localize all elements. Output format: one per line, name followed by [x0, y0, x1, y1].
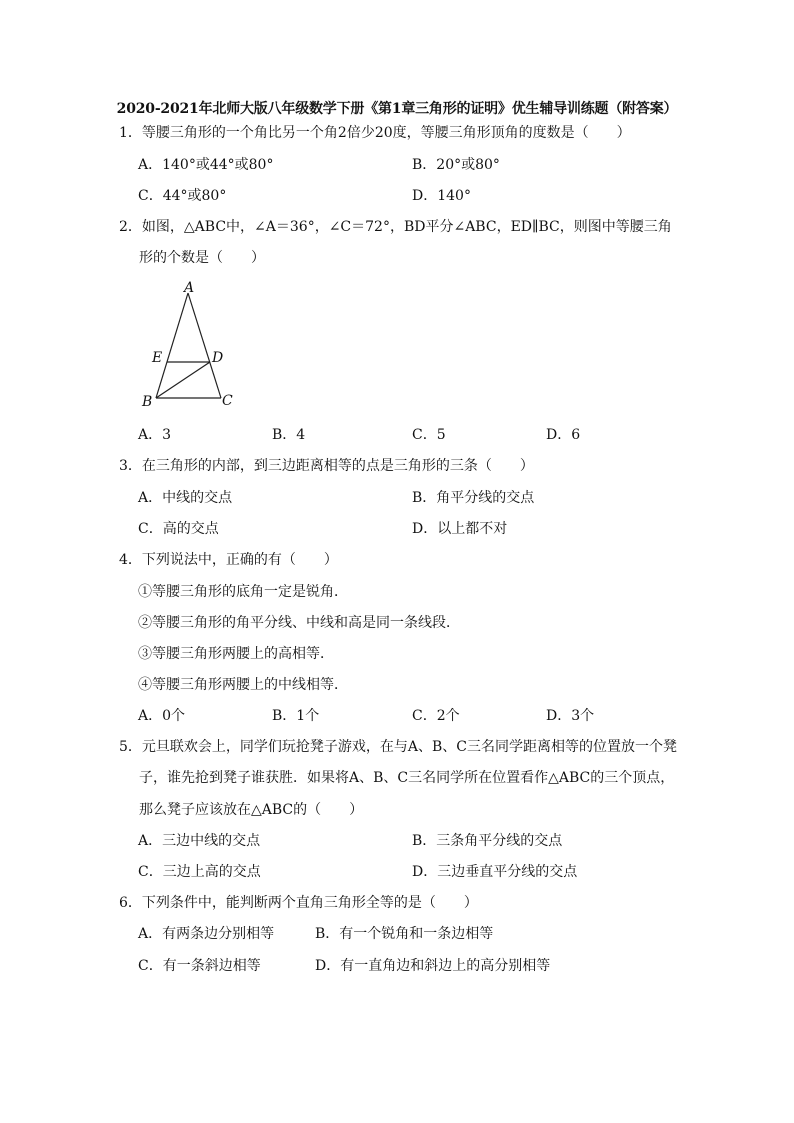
question-2-option-b: B．4 — [272, 427, 306, 443]
question-1-option-d: D．140° — [412, 188, 471, 204]
question-3-option-b: B．角平分线的交点 — [412, 490, 535, 506]
question-4-statement-2: ②等腰三角形的角平分线、中线和高是同一条线段． — [138, 615, 460, 631]
question-4-statement-4: ④等腰三角形两腰上的中线相等． — [138, 677, 348, 693]
question-6-option-a: A．有两条边分别相等 — [138, 926, 275, 942]
question-1-option-a: A．140°或44°或80° — [138, 157, 274, 173]
question-5-option-a: A．三边中线的交点 — [138, 833, 261, 849]
question-4-option-c: C．2个 — [412, 708, 460, 724]
question-1-stem: 1．等腰三角形的一个角比另一个角2倍少20度，等腰三角形顶角的度数是（ ） — [119, 125, 631, 141]
question-2-stem-line-2: 形的个数是（ ） — [139, 250, 265, 266]
question-5-option-d: D．三边垂直平分线的交点 — [412, 864, 578, 880]
question-5-stem-line-1: 5．元旦联欢会上，同学们玩抢凳子游戏，在与A、B、C三名同学距离相等的位置放一个凳 — [119, 739, 678, 755]
question-4-option-a: A．0个 — [138, 708, 186, 724]
vertex-b-label: B — [142, 394, 153, 410]
question-4-stem: 4．下列说法中，正确的有（ ） — [119, 552, 338, 568]
question-6-option-b: B．有一个锐角和一条边相等 — [315, 926, 494, 942]
question-1-option-b: B．20°或80° — [412, 157, 500, 173]
question-3-option-c: C．高的交点 — [138, 521, 219, 537]
question-4-statement-3: ③等腰三角形两腰上的高相等． — [138, 646, 334, 662]
question-4-option-b: B．1个 — [272, 708, 320, 724]
question-3-option-a: A．中线的交点 — [138, 490, 233, 506]
question-5-stem-line-2: 子，谁先抢到凳子谁获胜．如果将A、B、C三名同学所在位置看作△ABC的三个顶点， — [139, 770, 675, 786]
question-3-stem: 3．在三角形的内部，到三边距离相等的点是三角形的三条（ ） — [119, 458, 534, 474]
question-2-option-a: A．3 — [138, 427, 172, 443]
question-2-stem-line-1: 2．如图，△ABC中，∠A＝36°，∠C＝72°，BD平分∠ABC，ED∥BC，则图中等腰三角 — [119, 219, 672, 235]
question-4-option-d: D．3个 — [546, 708, 595, 724]
segment-bd — [156, 362, 210, 398]
side-ac — [188, 293, 224, 398]
vertex-d-label: D — [212, 350, 224, 366]
vertex-e-label: E — [152, 350, 163, 366]
question-2-option-d: D．6 — [546, 427, 581, 443]
question-5-option-b: B．三条角平分线的交点 — [412, 833, 563, 849]
question-2-option-c: C．5 — [412, 427, 446, 443]
question-1-option-c: C．44°或80° — [138, 188, 227, 204]
vertex-c-label: C — [222, 393, 233, 409]
vertex-a-label: A — [184, 280, 195, 296]
question-5-option-c: C．三边上高的交点 — [138, 864, 261, 880]
question-6-option-c: C．有一条斜边相等 — [138, 958, 261, 974]
document-title: 2020-2021年北师大版八年级数学下册《第1章三角形的证明》优生辅导训练题（附答案） — [116, 101, 678, 117]
question-5-stem-line-3: 那么凳子应该放在△ABC的（ ） — [139, 802, 364, 818]
question-6-option-d: D．有一直角边和斜边上的高分别相等 — [315, 958, 551, 974]
question-3-option-d: D．以上都不对 — [412, 521, 508, 537]
side-ab — [156, 293, 188, 398]
question-6-stem: 6．下列条件中，能判断两个直角三角形全等的是（ ） — [119, 895, 478, 911]
triangle-figure — [136, 280, 246, 410]
question-4-statement-1: ①等腰三角形的底角一定是锐角． — [138, 584, 348, 600]
